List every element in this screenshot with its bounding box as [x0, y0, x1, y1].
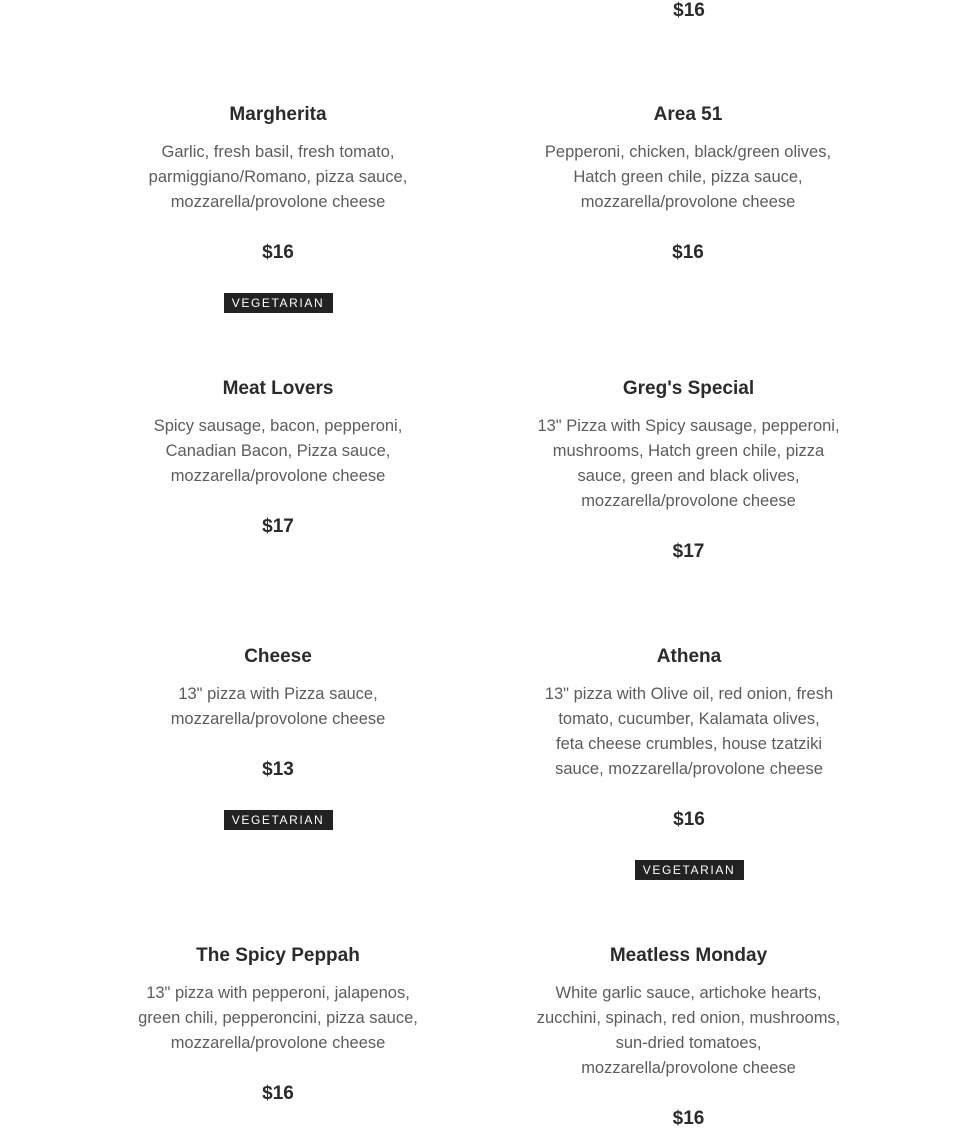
menu-item-description: White garlic sauce, artichoke hearts, zucchini, spinach, red onion, mushrooms, sun-dried tomatoes, mozzarella/provolone cheese: [536, 984, 841, 1077]
menu-item-name: Greg's Special: [622, 378, 755, 399]
menu-item-name: Meatless Monday: [609, 945, 768, 966]
menu-item-name: Cheese: [244, 646, 312, 667]
menu-item-area-51: [538, 103, 838, 264]
menu-item-name: Area 51: [653, 104, 723, 125]
menu-item-price: $16: [672, 242, 704, 263]
menu-item-description: Garlic, fresh basil, fresh tomato, parmiggiano/Romano, pizza sauce, mozzarella/provolone cheese: [148, 143, 408, 211]
menu-item-description: 13" pizza with pepperoni, jalapenos, green chili, pepperoncini, pizza sauce, mozzarella/provolone cheese: [138, 984, 418, 1052]
menu-item-margherita: [138, 103, 418, 313]
menu-item-description: 13" Pizza with Spicy sausage, pepperoni, mushrooms, Hatch green chile, pizza sauce, green and black olives, mozzarella/provolone cheese: [537, 417, 840, 510]
menu-item-gregs-special: [536, 377, 841, 563]
menu-item-name: Athena: [656, 646, 722, 667]
menu-item-price: $16: [262, 242, 294, 263]
menu-item-description: 13" pizza with Pizza sauce, mozzarella/provolone cheese: [170, 685, 386, 728]
menu-item-price: $16: [673, 0, 705, 21]
menu-item-price: $16: [673, 809, 705, 830]
menu-item-name: Margherita: [229, 104, 327, 125]
menu-item-price: $16: [262, 1083, 294, 1104]
menu-item-spicy-peppah: [136, 944, 420, 1105]
menu-item-price: $17: [262, 516, 294, 537]
menu-item-meatless-monday: [536, 944, 841, 1130]
menu-item-price: $13: [262, 759, 294, 780]
menu-item-price: $17: [672, 541, 705, 562]
menu-item-price: $16: [672, 1108, 705, 1129]
menu-item-description: 13" pizza with Olive oil, red onion, fresh tomato, cucumber, Kalamata olives, feta cheese crumbles, house tzatziki sauce, mozzarella/provolone cheese: [544, 685, 834, 778]
menu-item-athena: [543, 645, 835, 880]
vegetarian-badge: VEGETARIAN: [635, 860, 744, 880]
menu-item-description: Pepperoni, chicken, black/green olives, Hatch green chile, pizza sauce, mozzarella/provolone cheese: [544, 143, 832, 211]
menu-item-cheese: [148, 645, 408, 830]
menu-item-description: Spicy sausage, bacon, pepperoni, Canadian Bacon, Pizza sauce, mozzarella/provolone cheese: [153, 417, 403, 485]
vegetarian-badge: VEGETARIAN: [224, 810, 333, 830]
menu-item-name: Meat Lovers: [222, 378, 334, 399]
vegetarian-badge: VEGETARIAN: [224, 293, 333, 313]
menu-item-meat-lovers: [148, 377, 408, 538]
menu-item-name: The Spicy Peppah: [196, 945, 360, 966]
